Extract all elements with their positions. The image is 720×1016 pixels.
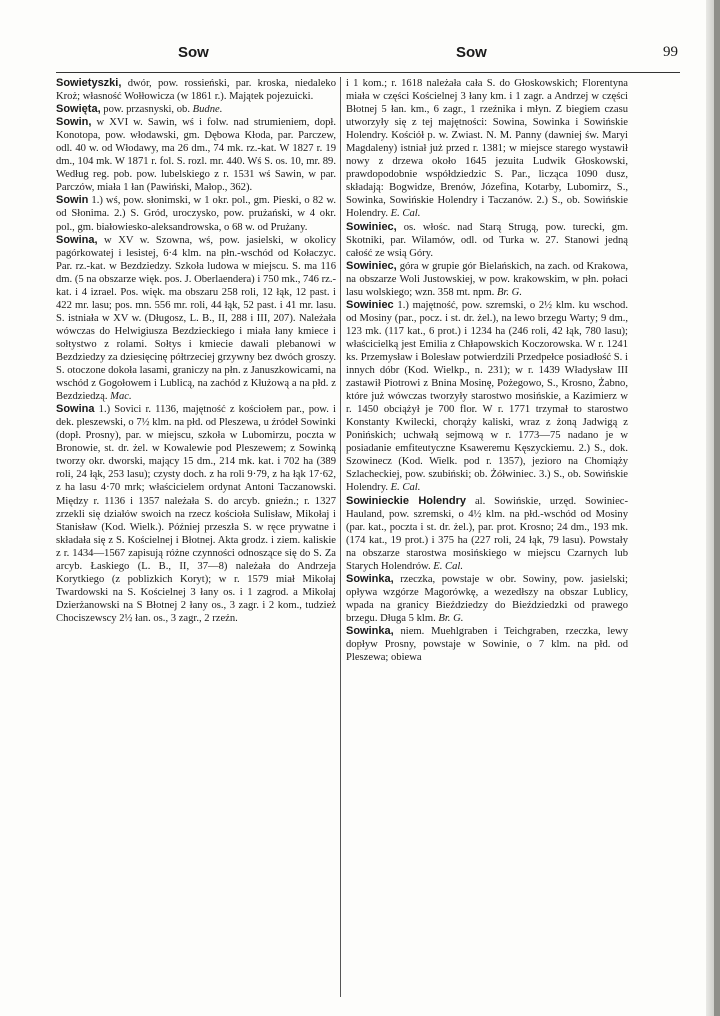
entry-text: 1.) wś, pow. słonimski, w 1 okr. pol., gm. Pieski, o 82 w. od Słonima. 2.) S. Gród, uroczysko, pow. prużański, w 4 okr. pol., gm. białowiesko-aleksandrowska, o 68 w. od Prużany. bbox=[56, 195, 336, 233]
column-divider bbox=[340, 77, 341, 997]
header-left-word: Sow bbox=[178, 44, 209, 61]
book-spine bbox=[714, 0, 720, 1016]
dictionary-entry bbox=[346, 299, 628, 495]
entry-text: i 1 kom.; r. 1618 należała cała S. do Głoskowskich; Florentyna miała w części Kościelnej 3 łany km. i 1 zagr. a Andrzej w części Błotnej 5 łan. km., 6 zagr., 1 rzeźnika i młyn. Z biegiem czasu utworzyły się z tej majętności: Sowina, Sowinka i Sowińskie Holendry. Kościół p. w. Zwiast. N. M. Panny (dawniej św. Maryi Magdaleny) istniał już przed r. 1381; w miejsce starego wystawił nowy z drzewa około 1645 jezuita Ludwik Głoskowski, prawdopodobnie współdziedzic S. Par., licząca 1090 dusz, składają: Bogwidze, Brenów, Józefina, Kotarby, Lubomirz, S., Sowinka, Sowińskie Holendry i Taczanów. 2.) S., ob. Sowińskie Holendry. bbox=[346, 78, 628, 220]
entry-signature: E. Cal. bbox=[387, 482, 421, 494]
entry-headword: Sowinka, bbox=[346, 572, 394, 585]
entry-headword: Sowinka, bbox=[346, 624, 394, 637]
dictionary-entry bbox=[346, 495, 628, 573]
dictionary-entry bbox=[346, 260, 628, 299]
dictionary-entry bbox=[56, 194, 336, 233]
header-right-word: Sow bbox=[456, 44, 487, 61]
entry-signature: Br. G. bbox=[435, 612, 464, 624]
entry-text: rzeczka, powstaje w obr. Sowiny, pow. jasielski; opływa wzgórze Magorówkę, a wezedłszy na obszar Lublicy, wpada na granicy Bieździedzy do Bieździedzki od prawego brzegu. Długa 5 klm. bbox=[346, 573, 628, 624]
dictionary-entry bbox=[56, 403, 336, 625]
entry-text: 1.) Sovici r. 1136, majętność z kościołem par., pow. i dek. pleszewski, o 7½ klm. na płd. od Pleszewa, u źródeł Sowinki (dopł. Prosny), par. w miejscu, szkoła w Lubomirzu, poczta w Bronowie, st. dr. żel. w Kowalewie pod Pleszewem; z Sowinką tworzy okr. dworski, mający 15 dm., 214 mk. kat. i 702 ha (389 roli, 24 łąk, 253 lasu); czysty doch. z ha roli 9·79, z ha łąk 17·62, z ha lasu 4·70 mrk; właścicielem ordynat Antoni Taczanowski. Między r. 1136 i 1357 należała S. do arcyb. gnieźn.; r. 1327 zrzekli się działów swoich na rzecz kościoła Sulisław, Mikołaj i Stanisław (Kod. Wielk.). Później przeszła S. w ręce prywatne i składała się z S. Kościelnej i Błotnej. Akta grodz. i ziem. kaliskie z r. 1434—1567 zapisują różne czynności odnoszące się do S. Za arcyb. Łaskiego (L. B., II, 37—8) należała do Andrzeja Korytkiego (z poblizkich Koryt); w r. 1579 miał Mikołaj Twardowski na S. Kościelnej 3 łany os. i 1 zagrod. a Mikołaj Dzierżanowski na S Błotnej 2 łany os., 3 zagr. i 2 kom., tudzież Chociszewscy 2½ łan. os., 3 zagr., 2 rzeźn. bbox=[56, 404, 336, 624]
header-rule bbox=[56, 72, 680, 73]
dictionary-entry bbox=[56, 77, 336, 103]
left-column bbox=[56, 77, 336, 625]
entry-text: pow. przasnyski, ob. bbox=[100, 104, 193, 116]
entry-headword: Sowiniec bbox=[346, 298, 394, 311]
entry-headword: Sowiniec, bbox=[346, 259, 397, 272]
right-column bbox=[346, 77, 628, 664]
dictionary-entry bbox=[56, 103, 336, 116]
dictionary-entry bbox=[346, 625, 628, 664]
entry-text: niem. Muehlgraben i Teichgraben, rzeczka, lewy dopływ Prosny, powstaje w Sowinie, o 7 klm. na płd. od Pleszewa; obiewa bbox=[346, 625, 628, 664]
dictionary-entry bbox=[346, 573, 628, 625]
entry-signature: E. Cal. bbox=[430, 560, 464, 572]
entry-headword: Sowin, bbox=[56, 116, 92, 129]
entry-headword: Sowietyszki, bbox=[56, 77, 122, 89]
entry-text: w XV w. Szowna, wś, pow. jasielski, w okolicy pagórkowatej i lesistej, 6·4 klm. na płn.-wschód od Kołaczyc. Par. rz.-kat. w Bezdziedzy. Szkoła ludowa w miejscu. S. ma 116 dm. (5 na obszarze więk. pos. J. Oberlaendera) i 750 mk., 746 rz.-kat. i 4 izrael. Pos. więk. ma obszaru 258 roli, 12 łąk, 12 past. i 422 mr. lasu; pos. mn. 556 mr. roli, 44 łąk, 52 past. i 41 mr. lasu. S. istniała w XV w. (Długosz, L. B., II, 288 i III, 207). Należała wówczas do Helwigiusza Bezdzieckiego i miała łany kmiece i sołtystwo z rolami. Sołtys i kmiecie dawali plebanowi w Bezdziedzy za dziesięcinę półtrzeciej grzywny bez dwóch groszy. S. otoczone dokoła lasami, graniczy na płn. z Januszkowicami, na wschód z Gogołowem i Lublicą, na zachód z Kłużową a na płd. z Bezdziedzą. bbox=[56, 234, 336, 403]
entry-headword: Sowina bbox=[56, 403, 95, 416]
entry-headword: Sowięta, bbox=[56, 103, 101, 116]
page-number: 99 bbox=[663, 44, 678, 60]
dictionary-entry bbox=[56, 116, 336, 194]
entry-headword: Sowinieckie Holendry bbox=[346, 494, 466, 507]
entry-headword: Sowiniec, bbox=[346, 220, 397, 233]
entry-text: al. Sowińskie, urzęd. Sowiniec-Hauland, pow. szremski, o 4½ klm. na płd.-wschód od Mosiny (par. kat., poczta i st. dr. żel.), par. prot. Krosno; 24 dm., 193 mk. (174 kat., 19 prot.) i 375 ha (227 roli, 24 łąk, 79 lasu). Powstały na obszarze starostwa mosińskiego w miejscu Czarnych lub Starych Holendrów. bbox=[346, 495, 628, 572]
entry-headword: Sowin bbox=[56, 194, 89, 207]
entry-signature: E. Cal. bbox=[387, 208, 421, 220]
entry-text: os. włośc. nad Starą Strugą, pow. turecki, gm. Skotniki, par. Wilamów, odl. od Turka w. 27. Stanowi jedną całość ze wsią Góry. bbox=[346, 221, 628, 259]
entry-signature: Budne. bbox=[192, 104, 223, 116]
page-header bbox=[58, 44, 678, 68]
entry-headword: Sowina, bbox=[56, 233, 98, 246]
entry-signature: Mac. bbox=[107, 391, 132, 403]
entry-text: 1.) majętność, pow. szremski, o 2½ klm. ku wschod. od Mosiny (par., pocz. i st. dr. żel.), na lewo brzegu Warty; 9 dm., 123 mk. (117 kat., 6 prot.) i 1234 ha (246 roli, 42 łąk, 780 lasu); właścicielką jest Emilia z Chłapowskich Koczorowska. W r. 1241 ks. Przemysław i Bolesław potwierdzili Przedpełce posiadłość S. i innych dóbr (Kod. Wielkp., n. 231); w r. 1439 Władysław III zastawił Piotrowi z Bnina Mosinę, Pożegowo, S., Krosno, Żabno, które już wówczas tworzyły starostwo mosińskie, a Kazimierz w r. 1450 obciążył je 700 flor. W r. 1771 trzymał to starostwo Konstanty Kwilecki, chorąży kaliski, wraz z żoną Jadwigą z Ponińskich; uchwałą sejmową w r. 1773—75 nadano je w posiadanie emfiteutyczne Ksaweremu Kęszyckiemu. 2.) S., dok. Szowinecz (Kod. Wielk. pod r. 1357), jezioro na Chomiąży Szlacheckiej, pow. szubiński; ob. Żółwiniec. 3.) S., ob. Sowińskie Holendry. bbox=[346, 299, 628, 494]
entry-text: dwór, pow. rossieński, par. kroska, niedaleko Kroż; własność Wołłowicza (w 1861 r.). Majątek pojezuicki. bbox=[56, 78, 336, 103]
entry-text: w XVI w. Sawin, wś i folw. nad strumieniem, dopł. Konotopa, pow. włodawski, gm. Dębowa Kłoda, par. Parczew, odl. 40 w. od Włodawy, ma 26 dm., 74 mk. rz.-kat. W 1827 r. 19 dm., 104 mk. W 1871 r. fol. S. rozl. mr. 440. Wś S. os. 10, mr. 89. Według reg. pob. pow. lubelskiego z r. 1531 wś Sawin, w par. Parczów, miała 1 łan (Pawiński, Małop., 362). bbox=[56, 117, 336, 194]
entry-text: góra w grupie gór Bielańskich, na zach. od Krakowa, na obszarze Woli Justowskiej, w pow. krakowskim, w płn. połaci lasu wolskiego; wzn. 358 mt. npm. bbox=[346, 260, 628, 298]
entry-signature: Br. G. bbox=[494, 286, 522, 298]
dictionary-entry bbox=[56, 234, 336, 404]
dictionary-entry bbox=[346, 221, 628, 260]
dictionary-entry bbox=[346, 77, 628, 221]
